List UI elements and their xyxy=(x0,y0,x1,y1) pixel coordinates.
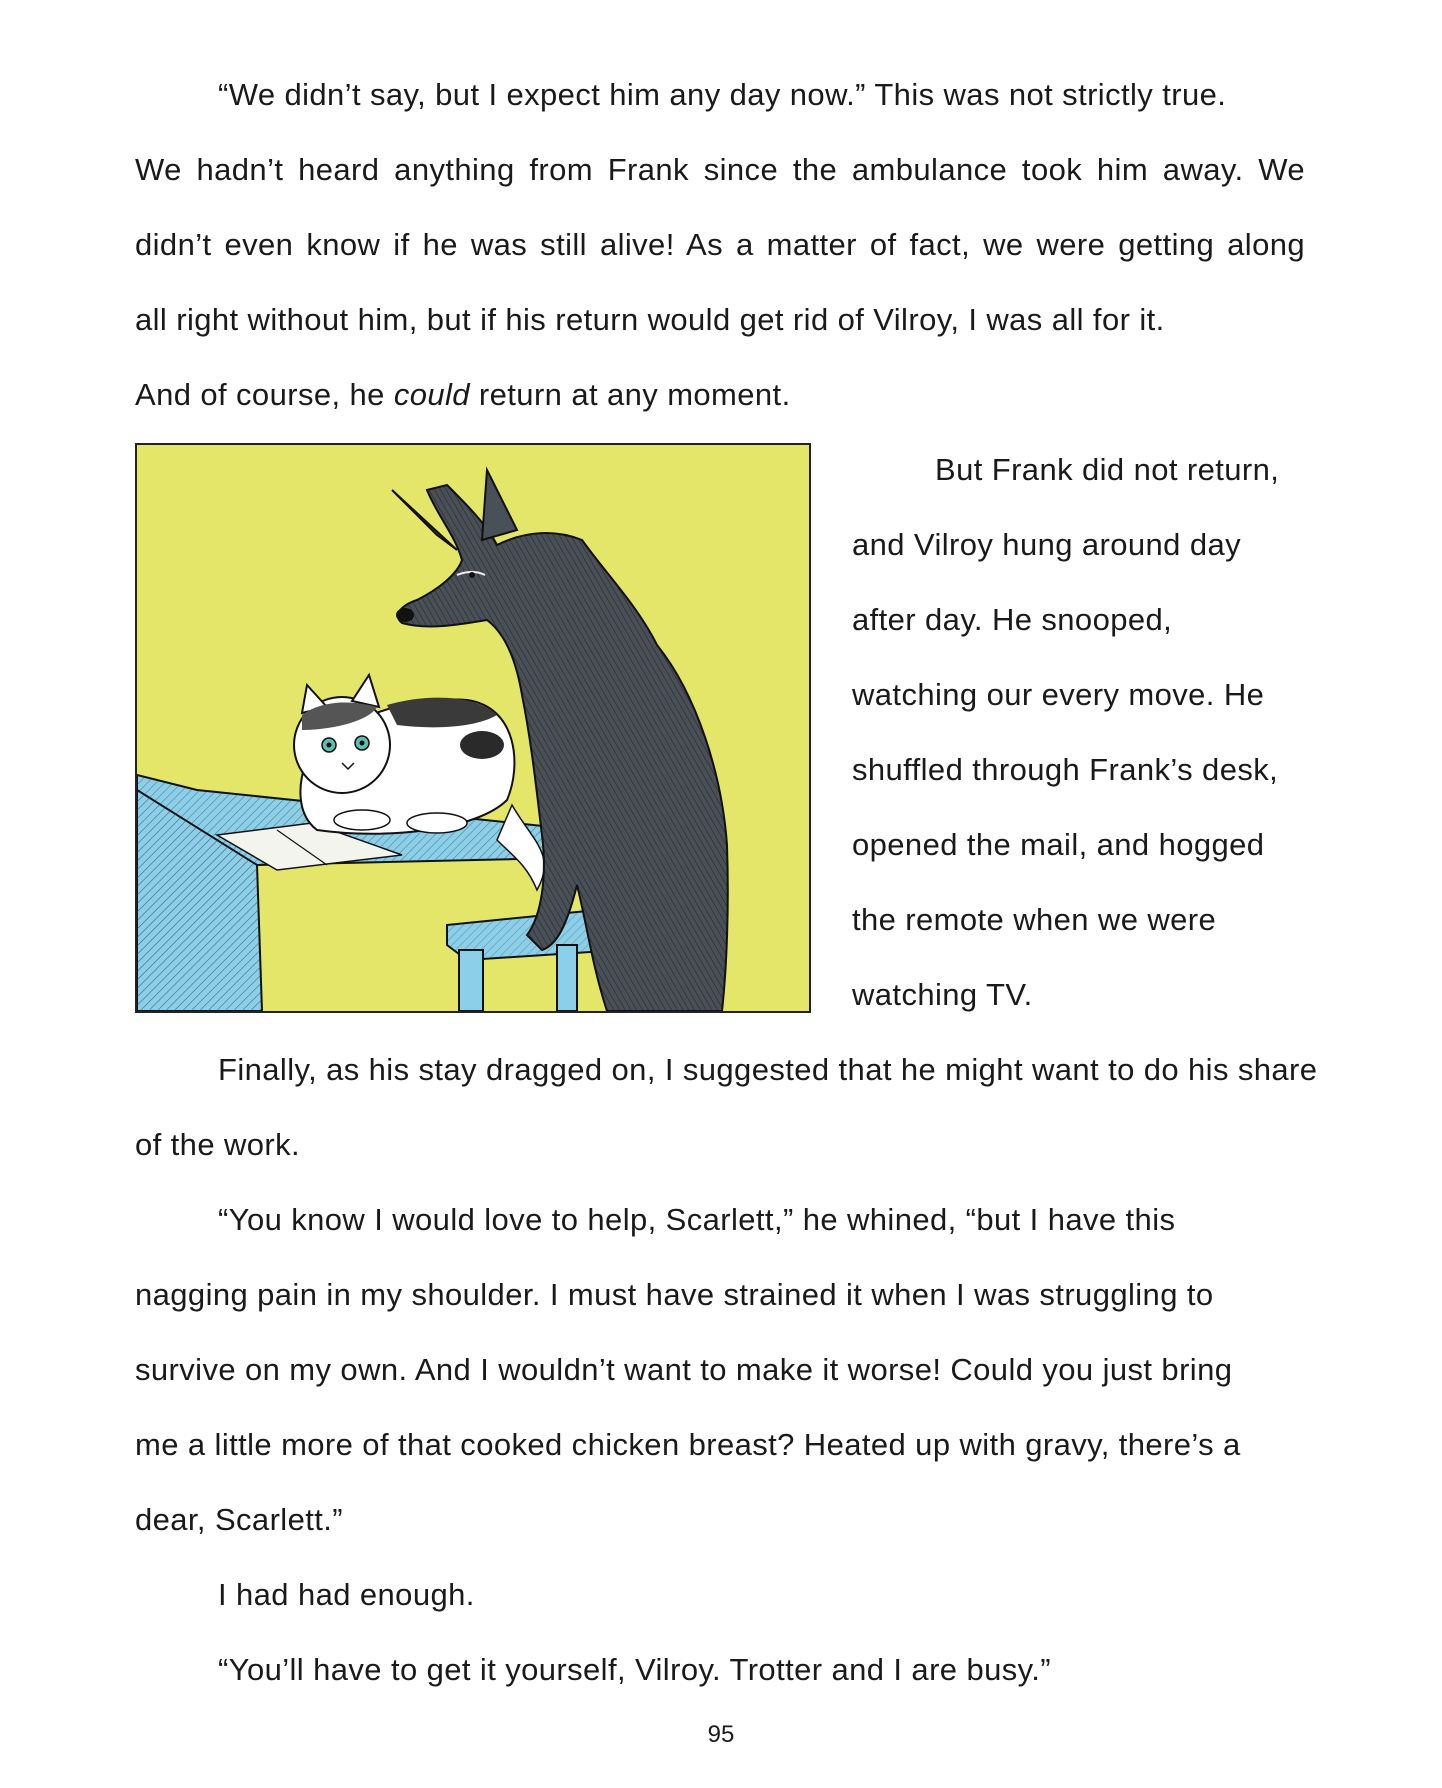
italic-could: could xyxy=(393,377,470,412)
text-line-6: Finally, as his stay dragged on, I suggested that he might want to do his share xyxy=(218,1052,1318,1087)
side-line-2: and Vilroy hung around day xyxy=(852,527,1241,562)
illustration-cat-and-wolf xyxy=(135,443,811,1013)
text-line-12: dear, Scarlett.” xyxy=(135,1502,343,1537)
text-line-11: me a little more of that cooked chicken breast? Heated up with gravy, there’s a xyxy=(135,1427,1241,1462)
page-number: 95 xyxy=(707,1721,735,1748)
side-line-6: opened the mail, and hogged xyxy=(852,827,1265,862)
side-line-1: But Frank did not return, xyxy=(935,452,1280,487)
text-line-3: didn’t even know if he was still alive! As a matter of fact, we were getting along xyxy=(135,227,1305,262)
text-line-1: “We didn’t say, but I expect him any day now.” This was not strictly true. xyxy=(218,77,1227,112)
text-line-7: of the work. xyxy=(135,1127,301,1162)
text-line-5 xyxy=(135,375,1305,415)
side-line-4: watching our every move. He xyxy=(852,677,1265,712)
side-line-5: shuffled through Frank’s desk, xyxy=(852,752,1279,787)
side-line-8: watching TV. xyxy=(852,977,1033,1012)
text-line-2: We hadn’t heard anything from Frank since the ambulance took him away. We xyxy=(135,152,1305,187)
text-line-9: nagging pain in my shoulder. I must have strained it when I was struggling to xyxy=(135,1277,1214,1312)
illustration-drawing xyxy=(137,445,809,1011)
text-line-5-tail: return at any moment. xyxy=(469,377,791,412)
text-line-8: “You know I would love to help, Scarlett,” he whined, “but I have this xyxy=(218,1202,1176,1237)
side-line-7: the remote when we were xyxy=(852,902,1217,937)
text-line-5-head: And of course, he xyxy=(135,377,394,412)
text-line-10: survive on my own. And I wouldn’t want to make it worse! Could you just bring xyxy=(135,1352,1233,1387)
text-line-13: I had had enough. xyxy=(218,1577,475,1612)
text-line-4: all right without him, but if his return would get rid of Vilroy, I was all for it. xyxy=(135,302,1165,337)
side-line-3: after day. He snooped, xyxy=(852,602,1173,637)
text-line-14: “You’ll have to get it yourself, Vilroy. Trotter and I are busy.” xyxy=(218,1652,1051,1687)
